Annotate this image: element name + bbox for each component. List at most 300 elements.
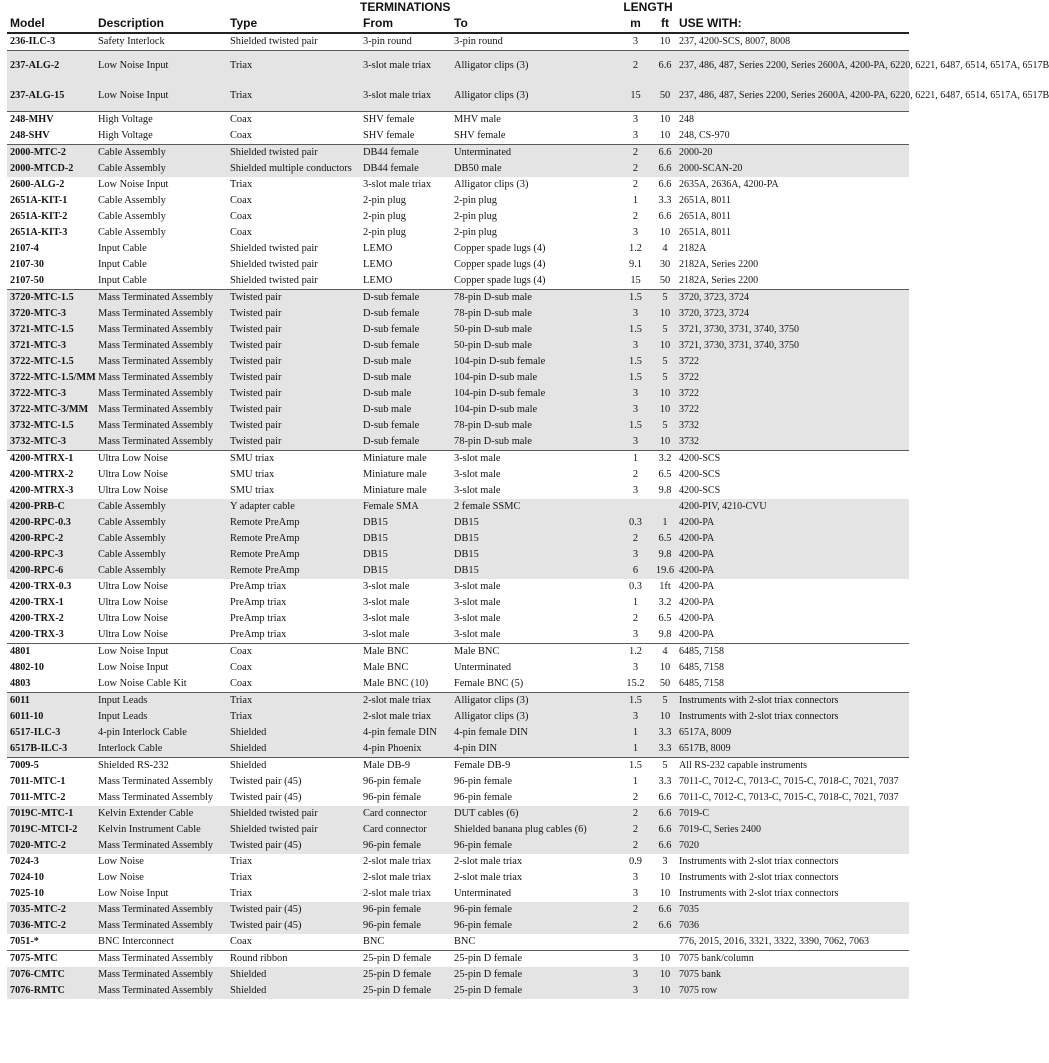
row-to: 2-slot male triax <box>454 872 523 883</box>
row-from: 2-slot male triax <box>363 856 432 867</box>
row-use-with: 7011-C, 7012-C, 7013-C, 7015-C, 7018-C, 7021, 7037 <box>679 792 899 803</box>
row-type: Twisted pair <box>227 434 360 451</box>
row-length-ft: 6.6 <box>651 51 676 82</box>
row-use-with: 3722 <box>676 370 909 386</box>
table-row <box>7 790 909 806</box>
row-model: 3720-MTC-1.5 <box>7 290 95 307</box>
row-from: Card connector <box>360 806 451 822</box>
row-description: Mass Terminated Assembly <box>95 902 227 918</box>
row-type: Coax <box>227 112 360 129</box>
row-from: LEMO <box>363 243 393 254</box>
row-use-with: 4200-SCS <box>679 485 721 496</box>
row-model: 2107-50 <box>10 275 44 286</box>
row-from: D-sub male <box>360 354 451 370</box>
row-length-ft: 10 <box>659 872 671 883</box>
row-length-m: 3 <box>617 547 651 563</box>
row-from: D-sub female <box>360 434 451 451</box>
row-to: DB15 <box>451 563 617 579</box>
row-from: 96-pin female <box>360 918 451 934</box>
row-from: 3-slot male <box>363 613 410 624</box>
row-model: 7076-RMTC <box>7 983 95 999</box>
row-to: 78-pin D-sub male <box>451 418 617 434</box>
row-use-with: 3722 <box>676 386 909 402</box>
row-length-m: 3 <box>632 485 639 496</box>
table-row <box>7 112 909 129</box>
row-from: 25-pin D female <box>360 951 451 968</box>
row-length-m: 3 <box>617 402 651 418</box>
row-length-m: 2 <box>617 806 651 822</box>
row-length-ft: 5 <box>651 693 676 710</box>
table-row <box>7 644 909 661</box>
row-use-with: 7075 bank/column <box>676 951 909 968</box>
row-model: 7019C-MTCI-2 <box>7 822 95 838</box>
row-model: 2651A-KIT-3 <box>10 227 68 238</box>
row-model: 2107-4 <box>10 243 39 254</box>
table-row <box>7 725 909 741</box>
row-model: 2000-MTC-2 <box>7 145 95 162</box>
row-model: 3721-MTC-3 <box>7 338 95 354</box>
row-description: Mass Terminated Assembly <box>95 290 227 307</box>
row-to: 104-pin D-sub female <box>451 386 617 402</box>
row-to: 2 female SSMC <box>451 499 617 515</box>
row-model: 6011 <box>7 693 95 710</box>
row-length-m: 2 <box>617 918 651 934</box>
row-description: Mass Terminated Assembly <box>95 418 227 434</box>
table-row <box>7 177 909 193</box>
row-length-ft: 5 <box>651 322 676 338</box>
table-row <box>7 386 909 402</box>
table-row <box>7 676 909 693</box>
row-length-ft: 5 <box>651 758 676 775</box>
row-to: 25-pin D female <box>451 967 617 983</box>
row-from: DB15 <box>360 515 451 531</box>
row-description: Cable Assembly <box>98 195 166 206</box>
row-length-ft: 1ft <box>659 581 671 592</box>
row-length-ft <box>651 934 676 951</box>
table-row <box>7 531 909 547</box>
row-length-ft: 10 <box>651 967 676 983</box>
row-from: 2-slot male triax <box>363 872 432 883</box>
row-use-with: 3721, 3730, 3731, 3740, 3750 <box>676 338 909 354</box>
row-from: D-sub male <box>360 386 451 402</box>
row-from: Male DB-9 <box>360 758 451 775</box>
row-length-ft: 1 <box>651 515 676 531</box>
row-use-with: 7011-C, 7012-C, 7013-C, 7015-C, 7018-C, 7021, 7037 <box>679 776 899 787</box>
row-to: 4-pin female DIN <box>451 725 617 741</box>
row-description: Low Noise Input <box>98 888 169 899</box>
row-length-m: 3 <box>617 33 651 51</box>
table-row <box>7 758 909 775</box>
table-row <box>7 338 909 354</box>
row-type: Triax <box>230 179 253 190</box>
row-length-ft: 10 <box>659 227 671 238</box>
row-length-m <box>617 934 651 951</box>
row-length-ft: 50 <box>659 275 671 286</box>
row-use-with: 4200-PA <box>679 597 715 608</box>
row-type: Coax <box>230 227 252 238</box>
row-use-with: 6517B, 8009 <box>676 741 909 758</box>
row-description: Cable Assembly <box>98 227 166 238</box>
row-model: 7024-10 <box>10 872 44 883</box>
row-length-ft: 10 <box>651 33 676 51</box>
row-to: 96-pin female <box>451 838 617 854</box>
row-length-m: 0.3 <box>617 515 651 531</box>
table-row <box>7 822 909 838</box>
row-from: 3-slot male triax <box>360 81 451 112</box>
row-length-ft: 50 <box>659 678 671 689</box>
row-from: Miniature male <box>363 485 427 496</box>
row-type: PreAmp triax <box>230 597 287 608</box>
row-model: 4801 <box>7 644 95 661</box>
row-length-ft: 10 <box>651 434 676 451</box>
row-length-ft: 6.6 <box>651 902 676 918</box>
row-length-ft: 6.6 <box>651 918 676 934</box>
row-to: 3-slot male <box>454 597 501 608</box>
row-use-with: 4200-PA <box>676 563 909 579</box>
row-description: Shielded RS-232 <box>95 758 227 775</box>
row-model: 4802-10 <box>10 662 44 673</box>
row-length-m: 6 <box>617 563 651 579</box>
row-description: High Voltage <box>95 112 227 129</box>
row-length-m: 0.9 <box>629 856 643 867</box>
row-to: Alligator clips (3) <box>451 81 617 112</box>
row-description: Input Cable <box>98 259 147 270</box>
row-from: D-sub female <box>360 322 451 338</box>
row-to: 3-slot male <box>454 581 501 592</box>
row-description: Ultra Low Noise <box>95 451 227 468</box>
row-description: Mass Terminated Assembly <box>95 306 227 322</box>
row-description: Mass Terminated Assembly <box>95 402 227 418</box>
row-length-ft: 3.3 <box>658 195 672 206</box>
table-row <box>7 660 909 676</box>
row-use-with: 3720, 3723, 3724 <box>676 306 909 322</box>
row-use-with: 7019-C <box>676 806 909 822</box>
row-from: 2-slot male triax <box>360 693 451 710</box>
row-from: 3-slot male <box>363 629 410 640</box>
header-m: m <box>617 13 651 33</box>
row-length-m: 3 <box>632 629 639 640</box>
row-use-with: Instruments with 2-slot triax connectors <box>676 709 909 725</box>
row-use-with: 2651A, 8011 <box>679 227 731 238</box>
row-model: 3722-MTC-1.5/MM <box>7 370 95 386</box>
row-to: 78-pin D-sub male <box>451 434 617 451</box>
row-description: Mass Terminated Assembly <box>95 322 227 338</box>
table-row <box>7 273 909 290</box>
row-to: Unterminated <box>454 888 512 899</box>
row-use-with: 4200-PA <box>679 581 715 592</box>
row-from: D-sub female <box>360 290 451 307</box>
row-model: 7020-MTC-2 <box>7 838 95 854</box>
row-type: Y adapter cable <box>227 499 360 515</box>
row-type: Twisted pair (45) <box>227 902 360 918</box>
table-row <box>7 838 909 854</box>
row-type: Coax <box>230 936 252 947</box>
table-row <box>7 499 909 515</box>
row-type: Coax <box>227 644 360 661</box>
row-length-ft: 9.8 <box>658 485 672 496</box>
row-type: Shielded <box>227 725 360 741</box>
row-length-ft: 6.6 <box>658 792 672 803</box>
row-to: 3-slot male <box>454 629 501 640</box>
row-description: Mass Terminated Assembly <box>95 967 227 983</box>
row-model: 237-ALG-2 <box>7 51 95 82</box>
row-length-m: 3 <box>617 338 651 354</box>
row-from: Card connector <box>360 822 451 838</box>
row-to: 25-pin D female <box>451 951 617 968</box>
header-type: Type <box>227 13 360 33</box>
row-type: Shielded twisted pair <box>230 275 318 286</box>
header-model: Model <box>7 13 95 33</box>
row-from: D-sub female <box>360 306 451 322</box>
table-row <box>7 418 909 434</box>
row-to: DUT cables (6) <box>451 806 617 822</box>
row-description: Ultra Low Noise <box>98 469 168 480</box>
row-model: 4200-TRX-3 <box>10 629 64 640</box>
table-row <box>7 33 909 51</box>
row-from: 3-pin round <box>360 33 451 51</box>
row-use-with: 4200-PIV, 4210-CVU <box>676 499 909 515</box>
row-description: Mass Terminated Assembly <box>95 434 227 451</box>
row-length-m: 1.5 <box>617 290 651 307</box>
row-to: Alligator clips (3) <box>454 179 529 190</box>
table-row <box>7 51 909 82</box>
row-description: Low Noise Input <box>95 81 227 112</box>
row-description: Cable Assembly <box>95 531 227 547</box>
row-model: 3722-MTC-3/MM <box>7 402 95 418</box>
table-row <box>7 354 909 370</box>
row-from: SHV female <box>360 112 451 129</box>
row-model: 7024-3 <box>10 856 39 867</box>
row-type: Shielded twisted pair <box>227 33 360 51</box>
row-type: Triax <box>230 856 253 867</box>
row-model: 4200-PRB-C <box>7 499 95 515</box>
row-description: Mass Terminated Assembly <box>95 838 227 854</box>
row-model: 2651A-KIT-2 <box>10 211 68 222</box>
row-from: D-sub female <box>360 338 451 354</box>
row-to: Copper spade lugs (4) <box>454 275 546 286</box>
row-to: MHV male <box>451 112 617 129</box>
row-length-ft: 19.6 <box>651 563 676 579</box>
row-use-with: 4200-SCS <box>676 451 909 468</box>
row-description: Low Noise Input <box>95 51 227 82</box>
row-use-with: 3732 <box>676 418 909 434</box>
row-type: Coax <box>230 678 252 689</box>
row-to: SHV female <box>454 130 506 141</box>
row-length-m: 3 <box>632 130 639 141</box>
row-length-ft: 10 <box>659 130 671 141</box>
row-to: Copper spade lugs (4) <box>454 243 546 254</box>
row-to: Unterminated <box>451 145 617 162</box>
header-use-with: USE WITH: <box>676 13 909 33</box>
row-length-ft: 5 <box>651 290 676 307</box>
row-from: 3-slot male <box>363 597 410 608</box>
row-type: Coax <box>230 195 252 206</box>
row-to: Copper spade lugs (4) <box>454 259 546 270</box>
header-to: To <box>451 13 617 33</box>
row-length-ft: 10 <box>651 306 676 322</box>
row-model: 6517-ILC-3 <box>7 725 95 741</box>
row-model: 4200-TRX-2 <box>10 613 64 624</box>
table-row <box>7 693 909 710</box>
row-model: 4200-RPC-0.3 <box>7 515 95 531</box>
row-model: 4200-TRX-0.3 <box>10 581 72 592</box>
table-row <box>7 595 909 611</box>
row-description: Cable Assembly <box>95 161 227 177</box>
row-from: 96-pin female <box>363 776 421 787</box>
row-description: Ultra Low Noise <box>98 485 168 496</box>
row-description: Ultra Low Noise <box>98 597 168 608</box>
row-from: Male BNC <box>363 662 409 673</box>
row-model: 3721-MTC-1.5 <box>7 322 95 338</box>
row-use-with: 4200-PA <box>676 531 909 547</box>
row-length-ft: 50 <box>651 81 676 112</box>
row-length-m: 2 <box>632 469 639 480</box>
row-type: Triax <box>227 81 360 112</box>
row-from: 96-pin female <box>360 902 451 918</box>
row-from: 2-pin plug <box>363 227 407 238</box>
row-length-m: 3 <box>617 112 651 129</box>
row-from: LEMO <box>363 275 393 286</box>
row-type: PreAmp triax <box>230 581 287 592</box>
row-description: High Voltage <box>98 130 153 141</box>
header-ft: ft <box>651 13 676 33</box>
row-type: Triax <box>227 709 360 725</box>
row-model: 2000-MTCD-2 <box>7 161 95 177</box>
row-from: 2-slot male triax <box>360 709 451 725</box>
row-description: Ultra Low Noise <box>98 581 168 592</box>
row-length-m: 9.1 <box>629 259 643 270</box>
row-model: 4200-RPC-6 <box>7 563 95 579</box>
row-description: Low Noise Input <box>98 179 169 190</box>
row-length-ft: 10 <box>659 888 671 899</box>
table-row <box>7 854 909 870</box>
row-length-ft: 6.6 <box>651 161 676 177</box>
row-model: 3720-MTC-3 <box>7 306 95 322</box>
cable-table-sheet <box>7 0 1049 999</box>
row-type: Shielded <box>227 983 360 999</box>
table-row <box>7 402 909 418</box>
table-row <box>7 741 909 758</box>
table-row <box>7 81 909 112</box>
row-length-m: 3 <box>617 709 651 725</box>
row-length-ft: 6.6 <box>651 822 676 838</box>
row-type: Shielded multiple conductors <box>227 161 360 177</box>
row-type: Twisted pair (45) <box>227 918 360 934</box>
row-length-ft: 6.5 <box>658 613 672 624</box>
row-use-with: 6485, 7158 <box>679 678 725 689</box>
row-type: Shielded twisted pair <box>227 145 360 162</box>
row-description: Low Noise Cable Kit <box>98 678 187 689</box>
row-description: Low Noise <box>98 872 144 883</box>
row-type: Coax <box>230 211 252 222</box>
row-type: SMU triax <box>230 469 275 480</box>
row-to: Female DB-9 <box>451 758 617 775</box>
row-length-m: 3 <box>617 983 651 999</box>
row-model: 4200-MTRX-2 <box>10 469 74 480</box>
row-description: Cable Assembly <box>95 515 227 531</box>
row-type: Coax <box>230 130 252 141</box>
row-use-with: 7035 <box>676 902 909 918</box>
row-model: 6011-10 <box>7 709 95 725</box>
row-model: 6517B-ILC-3 <box>7 741 95 758</box>
table-row <box>7 611 909 627</box>
row-description: Mass Terminated Assembly <box>95 354 227 370</box>
row-from: 2-pin plug <box>363 195 407 206</box>
row-use-with: Instruments with 2-slot triax connectors <box>679 872 839 883</box>
row-use-with: All RS-232 capable instruments <box>676 758 909 775</box>
row-type: Twisted pair (45) <box>227 838 360 854</box>
row-use-with: 7019-C, Series 2400 <box>676 822 909 838</box>
row-model: 248-SHV <box>10 130 50 141</box>
row-length-ft: 3.3 <box>651 725 676 741</box>
row-use-with: 3721, 3730, 3731, 3740, 3750 <box>676 322 909 338</box>
row-from: Male BNC (10) <box>363 678 429 689</box>
row-to: Shielded banana plug cables (6) <box>451 822 617 838</box>
row-from: LEMO <box>363 259 393 270</box>
row-to: DB15 <box>451 515 617 531</box>
table-row <box>7 579 909 595</box>
row-length-m <box>617 499 651 515</box>
row-to: 96-pin female <box>454 792 512 803</box>
row-model: 236-ILC-3 <box>7 33 95 51</box>
row-length-m: 1.5 <box>617 370 651 386</box>
row-model: 4200-RPC-2 <box>7 531 95 547</box>
row-description: Mass Terminated Assembly <box>95 983 227 999</box>
row-description: Mass Terminated Assembly <box>98 776 214 787</box>
row-use-with: 7036 <box>676 918 909 934</box>
row-from: 25-pin D female <box>360 967 451 983</box>
row-to: 3-pin round <box>451 33 617 51</box>
row-to: DB15 <box>451 547 617 563</box>
row-from: DB15 <box>360 563 451 579</box>
row-description: Cable Assembly <box>95 547 227 563</box>
row-model: 2651A-KIT-1 <box>10 195 68 206</box>
row-length-m: 1.5 <box>617 693 651 710</box>
row-type: Twisted pair <box>227 370 360 386</box>
row-length-m: 1.5 <box>617 758 651 775</box>
table-row <box>7 434 909 451</box>
row-to: 3-slot male <box>454 613 501 624</box>
row-length-m: 1.2 <box>617 644 651 661</box>
row-length-ft: 6.5 <box>658 469 672 480</box>
table-row <box>7 709 909 725</box>
row-length-m: 1.5 <box>617 418 651 434</box>
table-row <box>7 563 909 579</box>
row-type: PreAmp triax <box>230 613 287 624</box>
header-length: LENGTH <box>617 0 676 13</box>
row-description: Input Cable <box>98 275 147 286</box>
row-length-ft: 3.2 <box>658 597 672 608</box>
row-length-m: 1.2 <box>629 243 643 254</box>
row-type: Shielded <box>227 967 360 983</box>
table-row <box>7 306 909 322</box>
row-description: Low Noise Input <box>98 662 169 673</box>
row-model: 2107-30 <box>10 259 44 270</box>
row-to: Alligator clips (3) <box>451 709 617 725</box>
row-from: DB44 female <box>360 161 451 177</box>
row-type: Triax <box>230 872 253 883</box>
row-model: 7075-MTC <box>7 951 95 968</box>
row-from: 25-pin D female <box>360 983 451 999</box>
row-length-m: 2 <box>617 51 651 82</box>
row-from: SHV female <box>363 130 415 141</box>
table-row <box>7 145 909 162</box>
row-length-m: 1.5 <box>617 322 651 338</box>
row-use-with: 3720, 3723, 3724 <box>676 290 909 307</box>
row-use-with: 4200-PA <box>676 515 909 531</box>
row-model: 7025-10 <box>10 888 44 899</box>
row-length-ft: 10 <box>651 338 676 354</box>
